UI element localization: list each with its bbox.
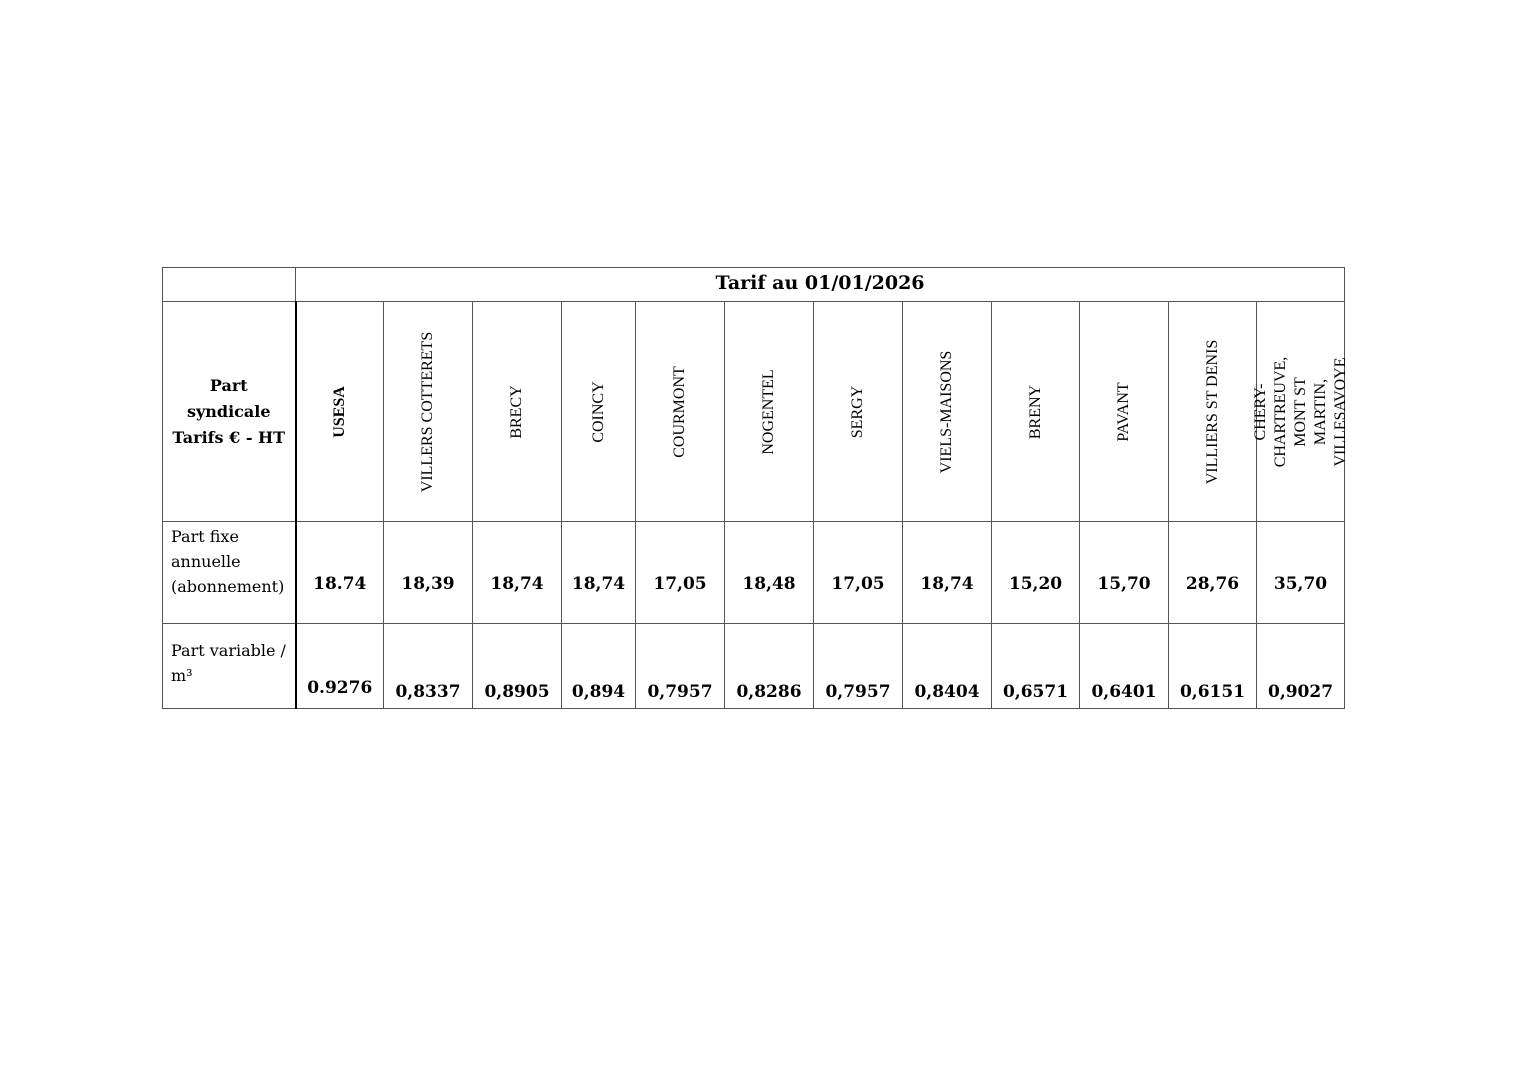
value-cell: 0,8905 — [473, 624, 562, 709]
empty-corner-cell — [163, 268, 296, 302]
row-label-part-variable: Part variable / m³ — [163, 624, 296, 709]
value-cell: 0,7957 — [636, 624, 725, 709]
value-cell: 18.74 — [296, 522, 384, 624]
column-header-breny — [992, 302, 1080, 522]
value-cell: 18,48 — [725, 522, 814, 624]
column-header-label: BRENY — [1026, 384, 1044, 439]
column-header-label: SERGY — [849, 385, 866, 438]
value-cell: 17,05 — [814, 522, 903, 624]
column-header-label: CHERY-CHARTREUVE, MONT ST MARTIN, VILLESAVOYE — [1251, 356, 1349, 467]
value-cell: 0,8286 — [725, 624, 814, 709]
row-label-part-fixe: Part fixe annuelle (abonnement) — [163, 522, 296, 624]
column-header-nogentel — [725, 302, 814, 522]
column-header-label: VIELS-MAISONS — [938, 350, 955, 473]
column-header-courmont — [636, 302, 725, 522]
column-header-label: USESA — [330, 385, 348, 438]
column-header-label: VILLIERS ST DENIS — [1203, 339, 1221, 484]
column-header-villiers-st-denis — [1169, 302, 1257, 522]
value-cell: 0.9276 — [296, 624, 384, 709]
value-cell: 0,6571 — [992, 624, 1080, 709]
value-cell: 15,70 — [1080, 522, 1169, 624]
label-header-cell — [163, 302, 296, 522]
column-header-label: PAVANT — [1115, 381, 1132, 442]
column-header-label: BRECY — [508, 384, 525, 439]
value-cell: 18,39 — [384, 522, 473, 624]
value-cell: 28,76 — [1169, 522, 1257, 624]
value-cell: 35,70 — [1257, 522, 1345, 624]
column-header-label: COINCY — [589, 380, 607, 443]
column-header-label: NOGENTEL — [760, 368, 777, 455]
column-header-brecy — [473, 302, 562, 522]
label-header-line-1: Part — [209, 375, 248, 395]
column-header-label: COURMONT — [671, 365, 688, 458]
value-cell: 0,8404 — [903, 624, 992, 709]
column-header-viels-maisons — [903, 302, 992, 522]
column-header-villers-cotterets — [384, 302, 473, 522]
label-header-line-3: Tarifs € - HT — [172, 427, 286, 447]
value-cell: 17,05 — [636, 522, 725, 624]
column-header-pavant — [1080, 302, 1169, 522]
column-header-coincy — [562, 302, 636, 522]
value-cell: 0,7957 — [814, 624, 903, 709]
column-header-usesa — [296, 302, 384, 522]
title-row — [163, 268, 1345, 302]
tariff-table — [162, 267, 1349, 709]
value-cell: 18,74 — [562, 522, 636, 624]
value-cell: 0,6151 — [1169, 624, 1257, 709]
value-cell: 0,9027 — [1257, 624, 1345, 709]
table-row-part-fixe — [163, 522, 1345, 624]
table-row-part-variable — [163, 624, 1345, 709]
value-cell: 18,74 — [903, 522, 992, 624]
value-cell: 0,894 — [562, 624, 636, 709]
value-cell: 18,74 — [473, 522, 562, 624]
label-header-line-2: syndicale — [186, 401, 271, 421]
value-cell: 0,8337 — [384, 624, 473, 709]
column-header-label: VILLERS COTTERETS — [419, 331, 436, 492]
column-header-chery-chartreuve — [1251, 302, 1349, 522]
column-header-sergy — [814, 302, 903, 522]
value-cell: 15,20 — [992, 522, 1080, 624]
table-title: Tarif au 01/01/2026 — [296, 268, 1345, 302]
header-row — [163, 302, 1345, 522]
value-cell: 0,6401 — [1080, 624, 1169, 709]
